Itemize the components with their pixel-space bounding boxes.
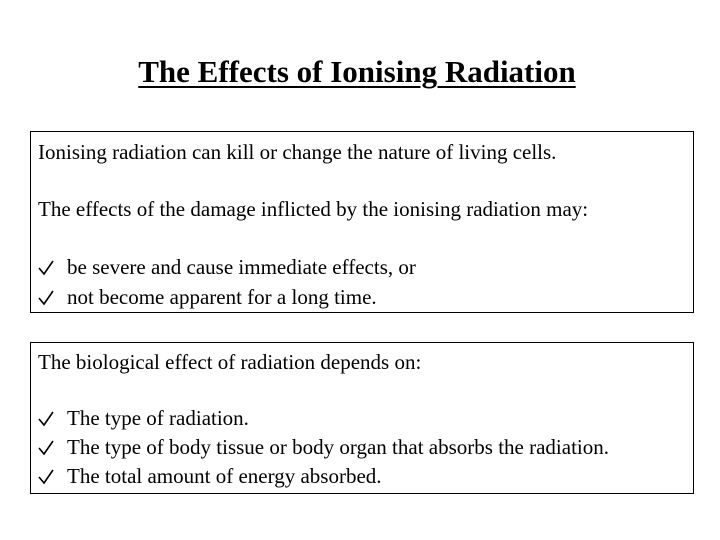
list-item — [37, 405, 249, 431]
bullet-text: The type of radiation. — [67, 406, 249, 430]
bullet-text: be severe and cause immediate effects, or — [67, 255, 416, 279]
checkmark-icon — [37, 254, 61, 280]
bullet-text: The type of body tissue or body organ that absorbs the radiation. — [67, 435, 610, 459]
info-box-effects — [30, 131, 694, 313]
list-item — [37, 254, 416, 280]
list-item — [37, 463, 382, 489]
bullet-text: not become apparent for a long time. — [67, 285, 377, 309]
bullet-text: The total amount of energy absorbed. — [67, 464, 382, 488]
list-item — [37, 284, 377, 310]
page-title: The Effects of Ionising Radiation — [138, 54, 576, 89]
checkmark-icon — [37, 284, 61, 310]
checkmark-icon — [37, 405, 61, 431]
list-item — [37, 434, 609, 460]
info-box-dependencies — [30, 342, 694, 494]
checkmark-icon — [37, 434, 61, 460]
box1-effects-intro: The effects of the damage inflicted by the ionising radiation may: — [38, 197, 589, 221]
box1-statement: Ionising radiation can kill or change the nature of living cells. — [38, 140, 557, 164]
checkmark-icon — [37, 463, 61, 489]
box2-intro: The biological effect of radiation depends on: — [38, 350, 422, 374]
